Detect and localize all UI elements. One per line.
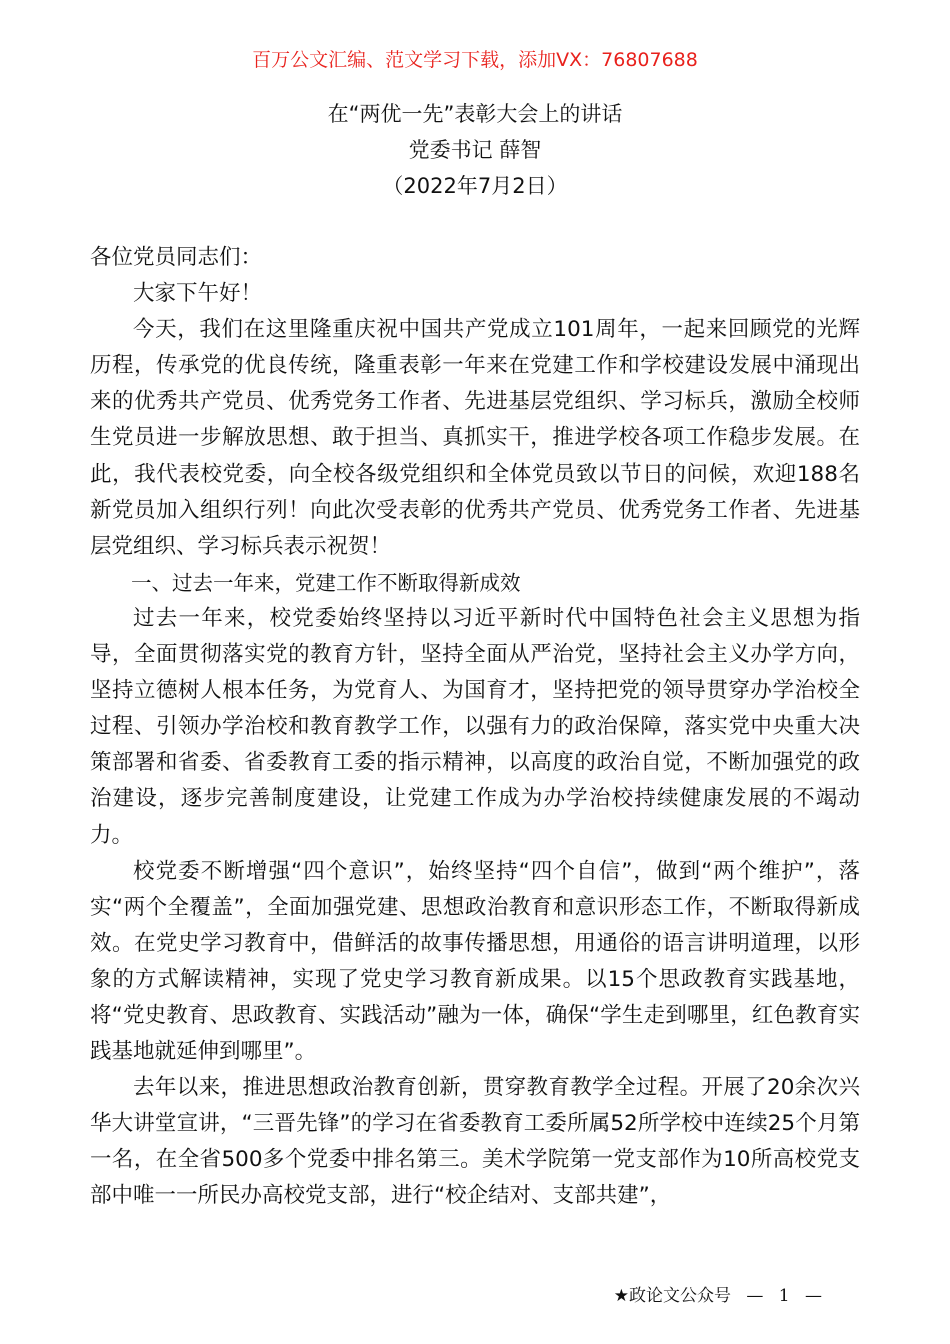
paragraph: 校党委不断增强“四个意识”，始终坚持“四个自信”，做到“两个维护”，落实“两个全覆盖”，全面加强党建、思想政治教育和意识形态工作，不断取得新成效。在党史学习教育中，借鲜活的故事传播思想，用通俗的语言讲明道理，以形象的方式解读精神，实现了党史学习教育新成果。以15个思政教育实践基地，将“党史教育、思政教育、实践活动”融为一体，确保“学生走到哪里，红色教育实践基地就延伸到哪里”。 <box>90 858 860 1065</box>
paragraph: 过去一年来，校党委始终坚持以习近平新时代中国特色社会主义思想为指导，全面贯彻落实党的教育方针，坚持全面从严治党，坚持社会主义办学方向，坚持立德树人根本任务，为党育人、为国育才，坚持把党的领导贯穿办学治校全过程、引领办学治校和教育教学工作，以强有力的政治保障，落实党中央重大决策部署和省委、省委教育工委的指示精神，以高度的政治自觉，不断加强党的政治建设，逐步完善制度建设，让党建工作成为办学治校持续健康发展的不竭动力。 <box>90 605 860 848</box>
section-heading: 一、过去一年来，党建工作不断取得新成效 <box>131 570 521 595</box>
paragraph: 今天，我们在这里隆重庆祝中国共产党成立101周年，一起来回顾党的光辉历程，传承党的优良传统，隆重表彰一年来在党建工作和学校建设发展中涌现出来的优秀共产党员、优秀党务工作者、先进基层党组织、学习标兵，激励全校师生党员进一步解放思想、敢于担当、真抓实干，推进学校各项工作稳步发展。在此，我代表校党委，向全校各级党组织和全体党员致以节日的问候，欢迎188名新党员加入组织行列！向此次受表彰的优秀共产党员、优秀党务工作者、先进基层党组织、学习标兵表示祝贺！ <box>90 317 860 559</box>
footer-source: ★政论文公众号 <box>613 1286 731 1306</box>
speaker-line: 党委书记 薛智 <box>408 138 542 162</box>
page-footer <box>614 1283 832 1309</box>
document-title: 在“两优一先”表彰大会上的讲话 <box>327 102 623 126</box>
promo-banner: 百万公文汇编、范文学习下载，添加VX：76807688 <box>252 49 698 71</box>
page-number: 1 <box>778 1286 790 1306</box>
salutation: 各位党员同志们： <box>90 245 263 270</box>
paragraph: 去年以来，推进思想政治教育创新，贯穿教育教学全过程。开展了20余次兴华大讲堂宣讲，“三晋先锋”的学习在省委教育工委所属52所学校中连续25个月第一名，在全省500多个党委中排名第三。美术学院第一党支部作为10所高校党支部中唯一一所民办高校党支部，进行“校企结对、支部共建”， <box>90 1075 860 1209</box>
footer-dash-right: — <box>805 1286 822 1306</box>
speech-body <box>90 240 860 1215</box>
speech-date: （2022年7月2日） <box>382 174 568 198</box>
greeting: 大家下午好！ <box>133 281 263 307</box>
footer-dash-left: — <box>746 1286 764 1306</box>
document-header <box>0 96 950 204</box>
